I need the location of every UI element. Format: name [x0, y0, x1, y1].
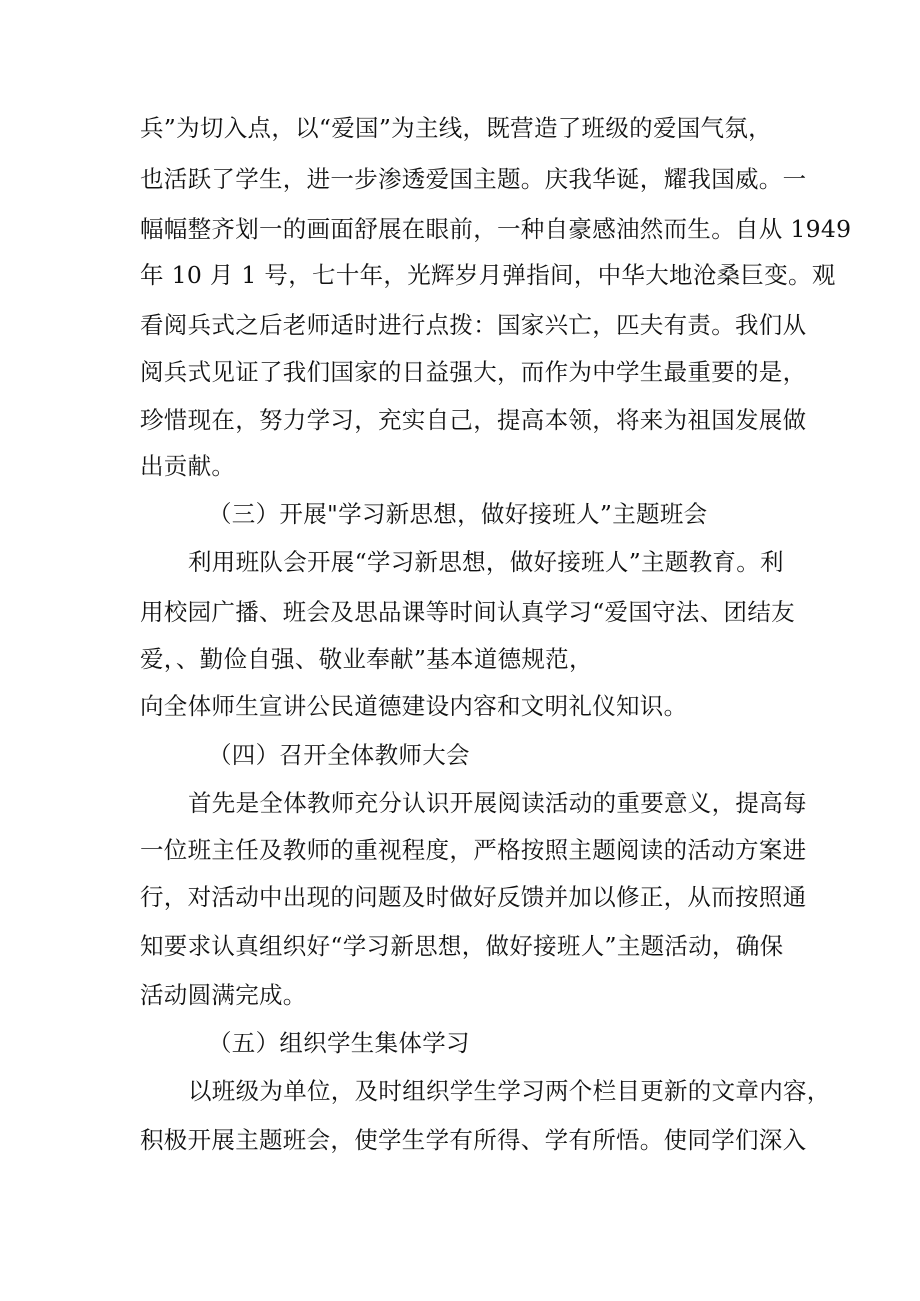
text-line: 阅兵式见证了我们国家的日益强大，而作为中学生最重要的是，	[140, 358, 807, 386]
paragraph-start: 利用班队会开展“学习新思想，做好接班人”主题教育。利	[188, 548, 784, 576]
text-line: 一位班主任及教师的重视程度，严格按照主题阅读的活动方案进	[140, 836, 807, 864]
text-line: 幅幅整齐划一的画面舒展在眼前，一种自豪感油然而生。自从 1949	[140, 215, 852, 243]
text-line: 知要求认真组织好“学习新思想，做好接班人”主题活动，确保	[140, 932, 784, 960]
text-line: 看阅兵式之后老师适时进行点拨：国家兴亡，匹夫有责。我们从	[140, 311, 807, 339]
section-heading: （三）开展"学习新思想，做好接班人”主题班会	[208, 500, 708, 528]
section-heading: （四）召开全体教师大会	[208, 741, 470, 769]
text-line: 向全体师生宣讲公民道德建设内容和文明礼仪知识。	[140, 692, 688, 720]
text-line: 行，对活动中出现的问题及时做好反馈并加以修正，从而按照通	[140, 883, 807, 911]
text-line: 珍惜现在，努力学习，充实自己，提高本领，将来为祖国发展做	[140, 406, 807, 434]
text-line: 出贡献。	[140, 452, 236, 480]
section-heading: （五）组织学生集体学习	[208, 1029, 470, 1057]
text-line: 兵”为切入点，以“爱国”为主线，既营造了班级的爱国气氛，	[140, 114, 772, 142]
text-line: 也活跃了学生，进一步渗透爱国主题。庆我华诞，耀我国威。一	[140, 165, 807, 193]
text-line: 爱，、勤俭自强、敬业奉献”基本道德规范，	[140, 645, 593, 673]
text-line: 活动圆满完成。	[140, 981, 307, 1009]
text-line: 年 10 月 1 号，七十年，光辉岁月弹指间，中华大地沧桑巨变。观	[140, 261, 836, 289]
text-line: 用校园广播、班会及思品课等时间认真学习“爱国守法、团结友	[140, 598, 795, 626]
paragraph-start: 首先是全体教师充分认识开展阅读活动的重要意义，提高每	[188, 789, 807, 817]
text-line: 积极开展主题班会，使学生学有所得、学有所悟。使同学们深入	[140, 1126, 807, 1154]
paragraph-start: 以班级为单位，及时组织学生学习两个栏目更新的文章内容，	[188, 1077, 831, 1105]
